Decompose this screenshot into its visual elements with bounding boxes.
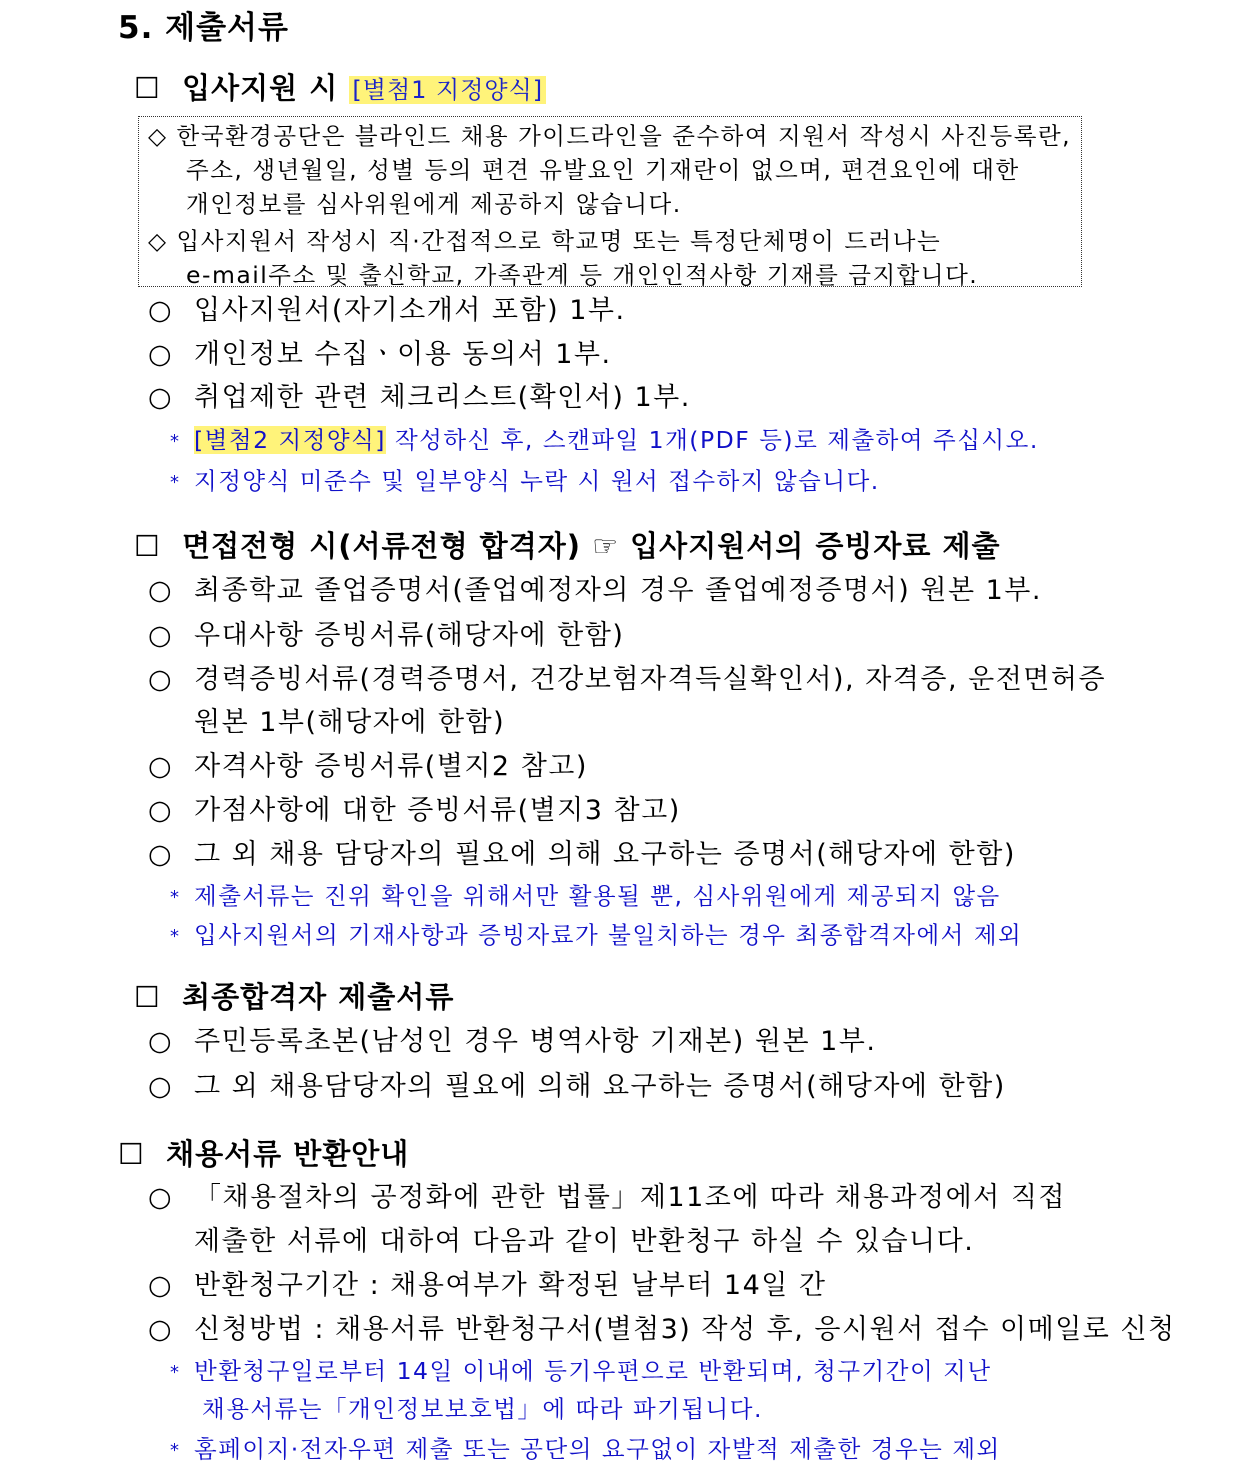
notice-line-3: 개인정보를 심사위원에게 제공하지 않습니다. bbox=[186, 190, 682, 218]
interview-item: ○ 자격사항 증빙서류(별지2 참고) bbox=[148, 751, 588, 782]
interview-note: * 입사지원서의 기재사항과 증빙자료가 불일치하는 경우 최종합격자에서 제외 bbox=[170, 921, 1023, 949]
return-note-continuation: 채용서류는「개인정보보호법」에 따라 파기됩니다. bbox=[202, 1395, 763, 1423]
circle-bullet-icon: ○ bbox=[148, 795, 174, 826]
notice-line-5: e-mail주소 및 출신학교, 가족관계 등 개인인적사항 기재를 금지합니다. bbox=[186, 261, 979, 289]
section-final-title bbox=[134, 975, 454, 1016]
asterisk-icon: * bbox=[170, 926, 181, 947]
return-item: ○ 반환청구기간 : 채용여부가 확정된 날부터 14일 간 bbox=[148, 1270, 827, 1301]
checkbox-square-icon: ☐ bbox=[118, 1137, 145, 1171]
return-note: * 반환청구일로부터 14일 이내에 등기우편으로 반환되며, 청구기간이 지난 bbox=[170, 1357, 992, 1385]
apply-item: ○ 취업제한 관련 체크리스트(확인서) 1부. bbox=[148, 382, 691, 413]
final-item: ○ 주민등록초본(남성인 경우 병역사항 기재본) 원본 1부. bbox=[148, 1026, 877, 1057]
section-apply-label: 입사지원 시 bbox=[182, 71, 339, 105]
interview-item-continuation: 원본 1부(해당자에 한함) bbox=[194, 707, 506, 738]
interview-item: ○ 그 외 채용 담당자의 필요에 의해 요구하는 증명서(해당자에 한함) bbox=[148, 839, 1016, 870]
interview-note: * 제출서류는 진위 확인을 위해서만 활용될 뿐, 심사위원에게 제공되지 않음 bbox=[170, 882, 1001, 910]
return-item-continuation: 제출한 서류에 대하여 다음과 같이 반환청구 하실 수 있습니다. bbox=[194, 1226, 975, 1257]
circle-bullet-icon: ○ bbox=[148, 382, 174, 413]
return-item: ○ 「채용절차의 공정화에 관한 법률」제11조에 따라 채용과정에서 직접 bbox=[148, 1182, 1066, 1213]
section-final-label: 최종합격자 제출서류 bbox=[182, 980, 455, 1014]
return-item: ○ 신청방법 : 채용서류 반환청구서(별첨3) 작성 후, 응시원서 접수 이메일로 신청 bbox=[148, 1314, 1176, 1345]
apply-note: * [별첨2 지정양식] 작성하신 후, 스캔파일 1개(PDF 등)로 제출하여 주십시오. bbox=[170, 426, 1039, 454]
circle-bullet-icon: ○ bbox=[148, 295, 174, 326]
apply-note: * 지정양식 미준수 및 일부양식 누락 시 원서 접수하지 않습니다. bbox=[170, 467, 880, 495]
interview-item: ○ 가점사항에 대한 증빙서류(별지3 참고) bbox=[148, 795, 681, 826]
apply-item: ○ 개인정보 수집ㆍ이용 동의서 1부. bbox=[148, 339, 612, 370]
notice-line-4: ◇ 입사지원서 작성시 직·간접적으로 학교명 또는 특정단체명이 드러나는 bbox=[148, 227, 942, 255]
checkbox-square-icon: ☐ bbox=[134, 71, 161, 105]
circle-bullet-icon: ○ bbox=[148, 339, 174, 370]
page-heading: 5. 제출서류 bbox=[118, 10, 289, 46]
apply-form-tag: [별첨1 지정양식] bbox=[349, 76, 546, 104]
interview-item: ○ 우대사항 증빙서류(해당자에 한함) bbox=[148, 620, 625, 651]
interview-item: ○ 최종학교 졸업증명서(졸업예정자의 경우 졸업예정증명서) 원본 1부. bbox=[148, 575, 1042, 606]
circle-bullet-icon: ○ bbox=[148, 751, 174, 782]
final-item: ○ 그 외 채용담당자의 필요에 의해 요구하는 증명서(해당자에 한함) bbox=[148, 1071, 1006, 1102]
circle-bullet-icon: ○ bbox=[148, 1314, 174, 1345]
circle-bullet-icon: ○ bbox=[148, 1071, 174, 1102]
checkbox-square-icon: ☐ bbox=[134, 980, 161, 1014]
circle-bullet-icon: ○ bbox=[148, 575, 174, 606]
asterisk-icon: * bbox=[170, 431, 181, 452]
checkbox-square-icon: ☐ bbox=[134, 529, 161, 563]
circle-bullet-icon: ○ bbox=[148, 1026, 174, 1057]
section-return-label: 채용서류 반환안내 bbox=[166, 1137, 410, 1171]
section-interview-label: 면접전형 시(서류전형 합격자) ☞ 입사지원서의 증빙자료 제출 bbox=[182, 529, 1001, 563]
asterisk-icon: * bbox=[170, 887, 181, 908]
circle-bullet-icon: ○ bbox=[148, 1270, 174, 1301]
section-apply-title bbox=[134, 66, 546, 107]
notice-line-1: ◇ 한국환경공단은 블라인드 채용 가이드라인을 준수하여 지원서 작성시 사진등록란, bbox=[148, 122, 1072, 150]
interview-item: ○ 경력증빙서류(경력증명서, 건강보험자격득실확인서), 자격증, 운전면허증 bbox=[148, 664, 1107, 695]
circle-bullet-icon: ○ bbox=[148, 839, 174, 870]
asterisk-icon: * bbox=[170, 1362, 181, 1383]
circle-bullet-icon: ○ bbox=[148, 620, 174, 651]
return-note: * 홈페이지·전자우편 제출 또는 공단의 요구없이 자발적 제출한 경우는 제외 bbox=[170, 1435, 1001, 1463]
asterisk-icon: * bbox=[170, 472, 181, 493]
circle-bullet-icon: ○ bbox=[148, 1182, 174, 1213]
asterisk-icon: * bbox=[170, 1440, 181, 1461]
section-return-title bbox=[118, 1132, 409, 1173]
form2-tag: [별첨2 지정양식] bbox=[194, 426, 386, 454]
circle-bullet-icon: ○ bbox=[148, 664, 174, 695]
section-interview-title bbox=[134, 524, 1001, 565]
notice-line-2: 주소, 생년월일, 성별 등의 편견 유발요인 기재란이 없으며, 편견요인에 대한 bbox=[186, 156, 1020, 184]
apply-item: ○ 입사지원서(자기소개서 포함) 1부. bbox=[148, 295, 626, 326]
